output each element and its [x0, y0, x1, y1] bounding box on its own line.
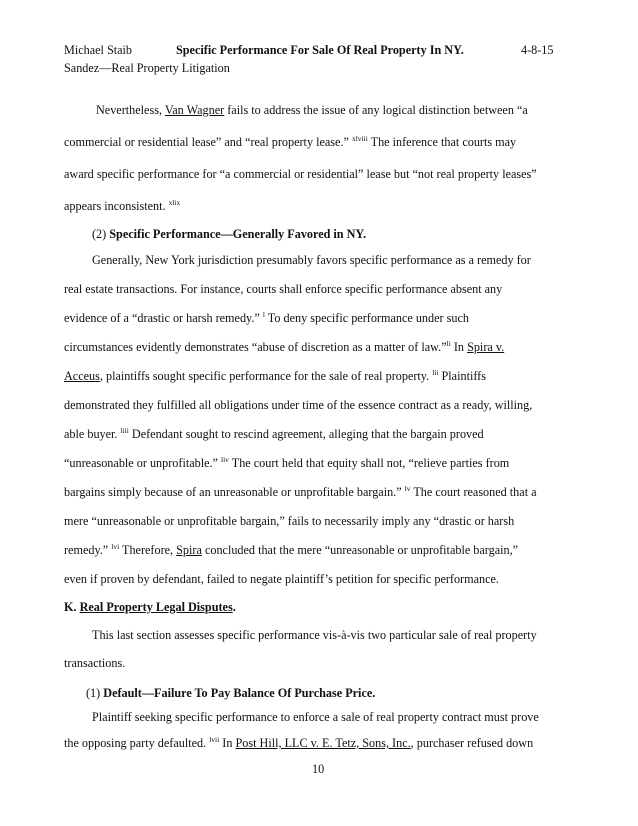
paragraph-line: real estate transactions. For instance, courts shall enforce specific performance absent any: [64, 282, 503, 296]
paragraph-line: Nevertheless, Van Wagner fails to address the issue of any logical distinction between “a: [96, 103, 528, 117]
paragraph-line: appears inconsistent. $^{xlix}$: [64, 198, 181, 213]
paragraph-line: Plaintiff seeking specific performance to enforce a sale of real property contract must prove: [92, 710, 539, 724]
paragraph-line: award specific performance for “a commercial or residential” lease but “not real property leases”: [64, 167, 537, 181]
footnote-ref: liii: [120, 426, 129, 435]
footnote-ref: l: [262, 310, 265, 319]
paragraph-line: mere “unreasonable or unprofitable bargain,” fails to necessarily imply any “drastic or harsh: [64, 514, 515, 528]
footnote-ref: lii: [432, 368, 439, 377]
paragraph-line: able buyer. $^{liii}$ Defendant sought to rescind agreement, alleging that the bargain proved: [64, 426, 484, 441]
subsection-heading: (1) Default—Failure To Pay Balance Of Purchase Price.: [86, 686, 376, 700]
header-author: Michael Staib: [64, 43, 133, 57]
header-date: 4-8-15: [521, 43, 554, 57]
case-name: Post Hill, LLC v. E. Tetz, Sons, Inc.: [235, 736, 411, 750]
page-number: 10: [312, 762, 325, 776]
case-name: Spira v.: [467, 340, 505, 354]
case-name: Van Wagner: [164, 103, 225, 117]
footnote-ref: xlviii: [351, 134, 368, 143]
paragraph-line: “unreasonable or unprofitable.” $^{liv}$ The court held that equity shall not, “relieve parties from: [64, 455, 510, 470]
paragraph-line: evidence of a “drastic or harsh remedy.” $^l$ To deny specific performance under such: [64, 310, 469, 325]
footnote-ref: lvii: [209, 735, 220, 744]
paragraph-line: demonstrated they fulfilled all obligations under time of the essence contract as a ready, willing,: [64, 398, 533, 412]
section-heading: K. Real Property Legal Disputes.: [64, 600, 236, 614]
paragraph-line: remedy.” $^{lvi}$ Therefore, Spira concluded that the mere “unreasonable or unprofitable bargain,”: [64, 542, 519, 557]
paragraph-line: Generally, New York jurisdiction presumably favors specific performance as a remedy for: [92, 253, 531, 267]
footnote-ref: xlix: [168, 198, 181, 207]
paragraph-line: even if proven by defendant, failed to negate plaintiff’s petition for specific performance.: [64, 572, 499, 586]
paragraph-line: Acceus, plaintiffs sought specific performance for the sale of real property. $^{lii}$ Plaintiffs: [64, 368, 486, 383]
footnote-ref: liv: [221, 455, 229, 464]
paragraph-line: bargains simply because of an unreasonable or unprofitable bargain.” $^{lv}$ The court reasoned that a: [64, 484, 537, 499]
footnote-ref: lvi: [111, 542, 120, 551]
paragraph-line: the opposing party defaulted. $^{lvii}$ In Post Hill, LLC v. E. Tetz, Sons, Inc., purchaser refused down: [64, 735, 534, 750]
subsection-heading: (2) Specific Performance—Generally Favored in NY.: [92, 227, 367, 241]
case-name: Spira: [176, 543, 202, 557]
paragraph-line: This last section assesses specific performance vis-à-vis two particular sale of real property: [92, 628, 537, 642]
header-subtitle: Sandez—Real Property Litigation: [64, 61, 230, 75]
case-name: Acceus: [64, 369, 100, 383]
paragraph-line: commercial or residential lease” and “real property lease.” $^{xlviii}$ The inference that courts may: [64, 134, 517, 149]
paragraph-line: circumstances evidently demonstrates “abuse of discretion as a matter of law.”$^{li}$ In Spira v.: [64, 339, 505, 354]
footnote-ref: li: [446, 339, 451, 348]
footnote-ref: lv: [404, 484, 411, 493]
header-title: Specific Performance For Sale Of Real Property In NY.: [176, 43, 464, 57]
paragraph-line: transactions.: [64, 656, 126, 670]
